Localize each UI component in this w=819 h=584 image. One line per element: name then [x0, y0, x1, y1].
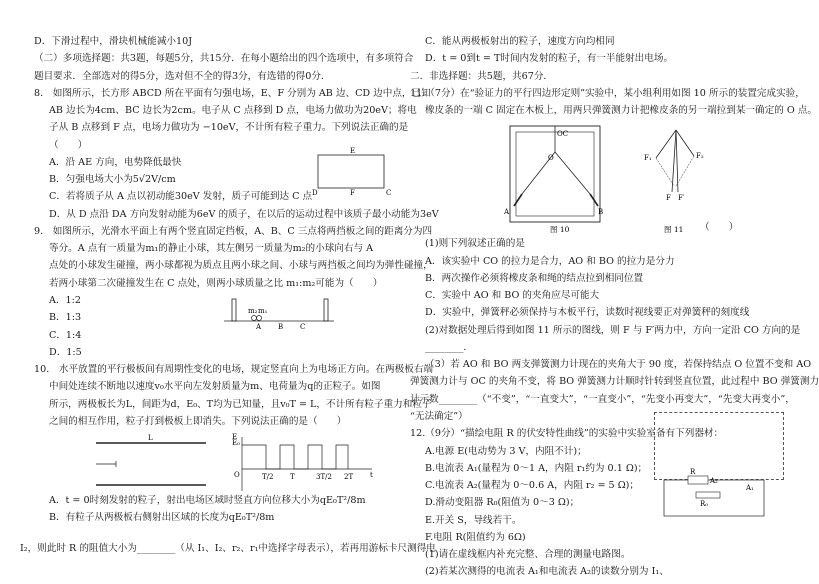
section2-heading-line1: （二）多项选择题：共3题，每题5分，共15分．在每小题给出的四个选项中，有多项符合 — [34, 53, 414, 65]
q10-field-graph — [230, 433, 380, 495]
q8-line3: 子从 B 点移到 F 点，电场力做功为 −10eV，不计所有粒子重力。下列说法正确的是 — [49, 122, 409, 134]
q11-option-a: A．该实验中 CO 的拉力是合力，AO 和 BO 的拉力是分力 — [425, 255, 675, 267]
q8-line1: 8. 如图所示，长方形 ABCD 所在平面有匀强电场，E、F 分别为 AB 边、CD 边中点，已知 — [34, 87, 431, 99]
q11-label-f: F — [666, 194, 671, 203]
q12-circuit-box — [654, 412, 784, 480]
q11-paren: （ ） — [700, 222, 739, 234]
q9-option-a: A．1:2 — [49, 294, 81, 306]
q10-option-d: D．t = 0到t = T时间内发射的粒子，有一半能射出电场。 — [425, 53, 674, 65]
q11-part3-line4: “无法确定”） — [410, 410, 468, 422]
q11-caption-fig10: 图 10 — [550, 225, 570, 235]
q8-option-a: A．沿 AE 方向，电势降低最快 — [49, 156, 182, 168]
q12-label-r0: R₀ — [700, 500, 709, 508]
q9-label-m2: m₂ — [248, 306, 258, 315]
q10-tick-t4: 2T — [344, 473, 354, 482]
q10-line4: 之间的相互作用，粒子打到极板上即消失。下列说法正确的是（ ） — [49, 415, 347, 427]
q11-part3-line1: （3）若 AO 和 BO 两支弹簧测力计现在的夹角大于 90 度，若保持结点 O 位置不变和 AO — [425, 359, 812, 371]
question-9 — [34, 225, 433, 359]
q10-line3: 所示，两极板长为L，间距为d，E₀、T均为已知量，且v₀T = L，不计所有粒子重力和粒子 — [49, 398, 432, 410]
prev-option-d: D．下滑过程中，滑块机械能减小10J — [34, 36, 193, 47]
q8-paren: （ ） — [49, 139, 88, 151]
q12-part2: (2)若某次测得的电流表 A₁和电流表 A₂的读数分别为 I₁、 — [425, 566, 669, 578]
q11-option-c: C．实验中 AO 和 BO 的夹角应尽可能大 — [425, 290, 600, 302]
q9-option-b: B．1:3 — [49, 312, 82, 324]
question-11 — [410, 87, 819, 423]
q10-line2: 中间处连续不断地以速度v₀水平向左发射质量为m、电荷量为q的正粒子。如图 — [49, 381, 381, 393]
q9-label-c: C — [300, 322, 306, 331]
q12-label-a1: A₁ — [746, 484, 754, 492]
q8-label-d: D — [312, 188, 318, 197]
q12-label-r: R — [690, 468, 696, 476]
section2-heading-line2: 题目要求．全部选对的得5分，选对但不全的得3分，有选错的得0分． — [34, 70, 331, 82]
q8-option-b: B．匀强电场大小为5√2V/cm — [49, 174, 176, 186]
q10-label-e0: E₀ — [232, 439, 240, 448]
q10-tick-t2: T — [290, 473, 295, 482]
q11-part3-line3: 计示数________（“不变”，“一直变大”，“一直变小”，“先变小再变大”，“先变大再变小”， — [410, 393, 795, 405]
q11-figure-10 — [500, 122, 610, 236]
q9-collision-figure — [224, 291, 344, 331]
q9-line1: 9. 如图所示，光滑水平面上有两个竖直固定挡板，A、B、C 三点将两挡板之间的距离分为四 — [34, 225, 433, 237]
q11-part1: (1)则下列叙述正确的是 — [425, 238, 525, 250]
q12-part2-continued: I₂，则此时 R 的阻值大小为________（从 I₁、I₂、r₂、r₁中选择字母表示），若再用游标卡尺测得电 — [20, 543, 436, 554]
q10-tick-t3: 3T/2 — [316, 473, 332, 482]
q11-figure-11 — [642, 122, 712, 236]
q12-line1: 12.（9分）“描绘电阻 R 的伏安特性曲线”的实验中实验室备有下列器材： — [410, 428, 724, 440]
q10-tick-t1: T/2 — [262, 473, 274, 482]
q12-item-f: F.电阻 R(阻值约为 6Ω) — [425, 531, 526, 543]
q11-label-oc: OC — [557, 130, 569, 139]
q8-label-c: C — [386, 188, 392, 197]
q11-label-fp: F′ — [678, 194, 685, 203]
q11-line2: 橡皮条的一端 C 固定在木板上，用两只弹簧测力计把橡皮条的另一端拉到某一确定的 O 点。 — [425, 105, 817, 117]
q12-item-b: B.电流表 A₁(量程为 0～1 A，内阻 r₁约为 0.1 Ω)； — [425, 462, 648, 474]
q9-line4: 若两小球第二次碰撞发生在 C 点处，则两小球质量之比 m₁:m₂可能为（ ） — [49, 277, 383, 289]
q10-option-a: A．t = 0时刻发射的粒子，射出电场区域时竖直方向位移大小为qE₀T²/8m — [49, 495, 366, 507]
q11-blank2[interactable]: ________． — [425, 341, 473, 353]
q9-label-m1: m₁ — [258, 306, 268, 315]
q9-line3: 点处的小球发生碰撞，两小球都视为质点且两小球之间、小球与两挡板之间均为弹性碰撞， — [49, 260, 433, 272]
q11-part3-line2: 弹簧测力计与 OC 的夹角不变，将 BO 弹簧测力计顺时针转到竖直位置，此过程中 BO 弹簧测力 — [410, 376, 819, 388]
q11-option-d: D．实验中，弹簧秤必须保持与木板平行，读数时视线要正对弹簧秤的刻度线 — [425, 307, 750, 319]
q11-line1: 11.（7分）在“验证力的平行四边形定则”实验中，某小组利用如图 10 所示的装置完成实验， — [410, 87, 805, 99]
q12-item-a: A.电源 E(电动势为 3 V，内阻不计)； — [425, 445, 587, 457]
q9-label-b: B — [278, 322, 284, 331]
q9-option-d: D．1:5 — [49, 346, 82, 358]
q10-label-l: L — [148, 434, 153, 443]
q11-label-f1: F₁ — [644, 154, 652, 163]
q12-circuit-diagram — [660, 468, 780, 522]
q9-line2: 等分。A 点有一质量为m₁的静止小球，其左侧另一质量为m₂的小球向右与 A — [49, 243, 374, 255]
q11-label-a: A — [504, 208, 510, 217]
q12-item-d: D.滑动变阻器 R₀(阻值为 0～3 Ω)； — [425, 497, 580, 509]
q10-option-b: B．有粒子从两极板右侧射出区域的长度为qE₀T²/8m — [49, 512, 275, 524]
q8-label-f: F — [350, 188, 355, 197]
q8-line2: AB 边长为4cm、BC 边长为2cm。电子从 C 点移到 D 点，电场力做功为20eV；将电 — [49, 105, 417, 117]
q11-label-o: O — [548, 154, 554, 163]
q10-label-o: O — [234, 471, 240, 480]
q10-label-e: E — [232, 433, 238, 442]
q11-part2: (2)对数据处理后得到如图 11 所示的图线，则 F 与 F′两力中，方向一定沿 CO 方向的是 — [425, 324, 801, 336]
q10-line1: 10. 水平放置的平行极板间有周期性变化的电场，规定竖直向上为电场正方向。在两极板右端 — [34, 364, 434, 376]
question-10 — [34, 364, 434, 525]
q10-plates-figure — [86, 435, 226, 495]
q10-label-t: t — [370, 471, 373, 480]
q11-caption-fig11: 图 11 — [664, 225, 684, 235]
q11-option-b: B．两次操作必须将橡皮条和绳的结点拉到相同位置 — [425, 272, 644, 284]
q12-label-a2: A₂ — [710, 477, 718, 485]
q11-label-b: B — [598, 208, 604, 217]
q8-option-d: D．从 D 点沿 DA 方向发射动能为6eV 的质子，在以后的运动过程中该质子最小动能为3eV — [49, 208, 439, 220]
section3-heading: 二．非选择题：共5题，共67分． — [410, 70, 554, 82]
q9-option-c: C．1:4 — [49, 329, 82, 341]
q12-item-e: E.开关 S，导线若干。 — [425, 514, 522, 526]
q9-label-a: A — [256, 322, 262, 331]
q12-part1: (1)请在虚线框内补充完整、合理的测量电路图。 — [425, 549, 631, 561]
q10-option-c: C．能从两极板射出的粒子，速度方向均相同 — [425, 36, 615, 47]
q12-item-c: C.电流表 A₂(量程为 0～0.6 A，内阻 r₂ = 5 Ω)； — [425, 480, 640, 492]
q8-option-c: C．若将质子从 A 点以初动能30eV 发射，质子可能到达 C 点 — [49, 191, 313, 203]
q8-rectangle-figure — [312, 143, 394, 197]
q8-label-e: E — [350, 146, 356, 155]
question-8 — [34, 87, 439, 221]
q11-label-f2: F₂ — [696, 152, 704, 161]
